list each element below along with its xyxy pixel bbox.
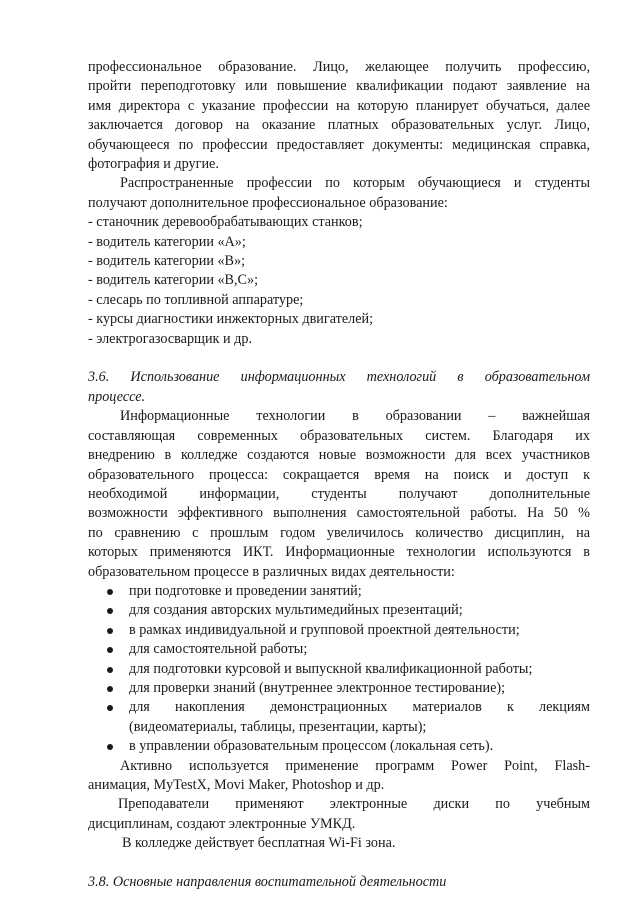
paragraph-teachers bbox=[88, 795, 590, 834]
document-page bbox=[88, 58, 590, 892]
list-item-text: для накопления демонстрационных материалов к лекциям bbox=[129, 699, 590, 716]
list-item bbox=[88, 698, 590, 737]
text-line: возможности эффективного выполнения самостоятельной работы. На 50 % bbox=[88, 505, 590, 522]
list-item bbox=[88, 582, 590, 601]
text-line: обучающееся по профессии предоставляет документы: медицинская справка, bbox=[88, 136, 590, 153]
list-item bbox=[88, 679, 590, 698]
heading-line: процессе. bbox=[88, 388, 146, 405]
list-item: - станочник деревообрабатывающих станков; bbox=[88, 214, 363, 231]
text-line: по сравнению с прошлым годом увеличилось количество дисциплин, на bbox=[88, 524, 590, 541]
text-line: заключается договор на оказание платных образовательных услуг. Лицо, bbox=[88, 117, 590, 134]
list-item bbox=[88, 601, 590, 620]
list-item bbox=[88, 737, 590, 756]
paragraph-admission bbox=[88, 58, 590, 174]
text-line: Активно используется применение программ Power Point, Flash- bbox=[120, 757, 590, 774]
professions-list bbox=[88, 213, 590, 349]
list-item-text: для подготовки курсовой и выпускной квалификационной работы; bbox=[129, 660, 533, 677]
list-item: - электрогазосварщик и др. bbox=[88, 330, 252, 347]
text-line: составляющая современных образовательных систем. Благодаря их bbox=[88, 427, 590, 444]
text-line: необходимой информации, студенты получают дополнительные bbox=[88, 485, 590, 502]
paragraph-wifi: В колледже действует бесплатная Wi-Fi зона. bbox=[122, 835, 396, 852]
paragraph-it-intro bbox=[88, 407, 590, 582]
text-line: образовательного процесса: сокращается время на поиск и доступ к bbox=[88, 466, 590, 483]
text-line: Преподаватели применяют электронные диски по учебным bbox=[118, 796, 590, 813]
bullet-icon bbox=[107, 686, 113, 692]
bullet-icon bbox=[107, 628, 113, 634]
spacer bbox=[88, 854, 590, 873]
section-heading-3-6 bbox=[88, 368, 590, 407]
list-item bbox=[88, 640, 590, 659]
list-item-text: для проверки знаний (внутреннее электронное тестирование); bbox=[129, 679, 506, 696]
bullet-icon bbox=[107, 608, 113, 614]
list-item-text: при подготовке и проведении занятий; bbox=[129, 582, 362, 599]
text-line: профессиональное образование. Лицо, желающее получить профессию, bbox=[88, 59, 590, 75]
text-line: Распространенные профессии по которым обучающиеся и студенты bbox=[120, 175, 590, 192]
text-line: внедрению в колледже создаются новые возможности для всех участников bbox=[88, 447, 590, 464]
list-item-text: в управлении образовательным процессом (локальная сеть). bbox=[129, 738, 494, 755]
heading-line: 3.6. Использование информационных технологий в образовательном bbox=[88, 369, 590, 386]
text-line: анимация, MyTestX, Movi Maker, Photoshop и др. bbox=[88, 777, 385, 794]
bullet-icon bbox=[107, 589, 113, 595]
text-line: получают дополнительное профессиональное образование: bbox=[88, 194, 448, 211]
bullet-icon bbox=[107, 744, 113, 750]
text-line: Информационные технологии в образовании – важнейшая bbox=[120, 408, 590, 425]
list-item: - слесарь по топливной аппаратуре; bbox=[88, 291, 304, 308]
list-item-text: (видеоматериалы, таблицы, презентации, карты); bbox=[129, 718, 427, 735]
text-line: фотография и другие. bbox=[88, 156, 219, 173]
section-heading-3-8: 3.8. Основные направления воспитательной деятельности bbox=[88, 874, 447, 891]
text-line: которых применяются ИКТ. Информационные технологии используются в bbox=[88, 544, 590, 561]
paragraph-software bbox=[88, 757, 590, 796]
text-line: пройти переподготовку или повышение квалификации подают заявление на bbox=[88, 78, 590, 95]
list-item: - водитель категории «А»; bbox=[88, 233, 246, 250]
bullet-icon bbox=[107, 705, 113, 711]
paragraph-professions-intro bbox=[88, 174, 590, 213]
list-item-text: для самостоятельной работы; bbox=[129, 641, 308, 658]
text-line: имя директора с указание профессии на которую планирует обучаться, далее bbox=[88, 97, 590, 114]
list-item-text: в рамках индивидуальной и групповой проектной деятельности; bbox=[129, 621, 520, 638]
list-item bbox=[88, 660, 590, 679]
it-usage-list bbox=[88, 582, 590, 757]
list-item: - водитель категории «В,С»; bbox=[88, 272, 259, 289]
list-item: - водитель категории «В»; bbox=[88, 253, 246, 270]
bullet-icon bbox=[107, 647, 113, 653]
list-item bbox=[88, 621, 590, 640]
spacer bbox=[88, 349, 590, 368]
list-item: - курсы диагностики инжекторных двигателей; bbox=[88, 311, 374, 328]
bullet-icon bbox=[107, 667, 113, 673]
text-line: дисциплинам, создают электронные УМКД. bbox=[88, 815, 356, 832]
list-item-text: для создания авторских мультимедийных презентаций; bbox=[129, 602, 463, 619]
text-line: образовательном процессе в различных видах деятельности: bbox=[88, 563, 455, 580]
